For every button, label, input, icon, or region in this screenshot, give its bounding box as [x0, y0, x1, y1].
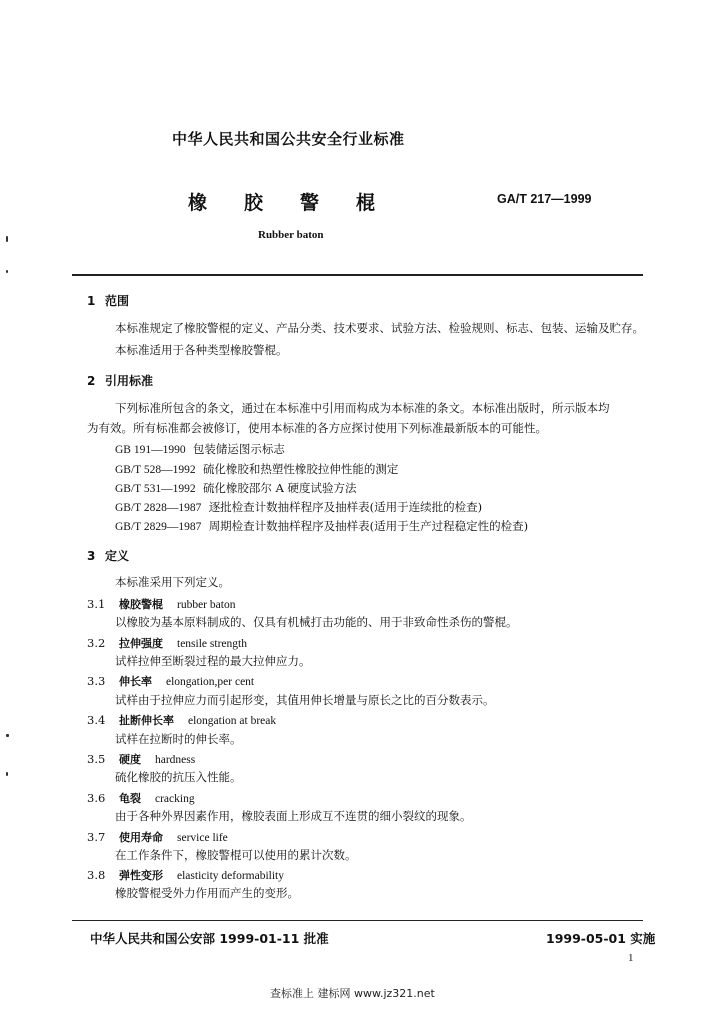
definition-term: [87, 867, 284, 883]
term-chinese: 橡胶警棍: [119, 598, 163, 611]
section-title: 范围: [105, 294, 130, 308]
reference-item: [115, 499, 482, 515]
scan-speck: [6, 270, 8, 273]
site-watermark: 查标准上 建标网 www.jz321.net: [270, 987, 435, 1000]
section-number: 1: [87, 294, 96, 308]
definition-text: 由于各种外界因素作用，橡胶表面上形成互不连贯的细小裂纹的现象。: [115, 809, 472, 823]
term-english: elongation at break: [188, 715, 277, 727]
clause-number: 3.5: [87, 752, 106, 766]
term-chinese: 龟裂: [119, 792, 141, 805]
footer-divider: [72, 920, 643, 921]
paragraph: 下列标准所包含的条文，通过在本标准中引用而构成为本标准的条文。本标准出版时，所示版本均: [115, 401, 610, 415]
term-english: elasticity deformability: [177, 870, 284, 882]
clause-number: 3.2: [87, 636, 106, 650]
definition-text: 在工作条件下，橡胶警棍可以使用的累计次数。: [115, 848, 357, 862]
definition-term: [87, 635, 247, 651]
definition-text: 试样拉伸至断裂过程的最大拉伸应力。: [115, 654, 311, 668]
definition-term: [87, 829, 228, 845]
reference-code: GB/T 531—1992: [115, 483, 196, 495]
section-title: 定义: [105, 549, 130, 563]
reference-code: GB/T 2829—1987: [115, 521, 202, 533]
reference-name: 硫化橡胶和热塑性橡胶拉伸性能的测定: [202, 462, 399, 476]
scan-speck: [6, 734, 9, 737]
document-title-english: Rubber baton: [258, 229, 324, 241]
reference-code: GB/T 528—1992: [115, 464, 196, 476]
term-english: rubber baton: [177, 599, 236, 611]
issuing-organization: 中华人民共和国公共安全行业标准: [172, 130, 405, 148]
clause-number: 3.6: [87, 791, 106, 805]
reference-name: 周期检查计数抽样程序及抽样表(适用于生产过程稳定性的检查): [208, 519, 529, 533]
paragraph: 本标准适用于各种类型橡胶警棍。: [115, 343, 288, 357]
definition-term: [87, 712, 276, 728]
reference-item: [115, 480, 357, 496]
definition-term: [87, 673, 254, 689]
paragraph: 本标准规定了橡胶警棍的定义、产品分类、技术要求、试验方法、检验规则、标志、包装、运输及贮存。: [115, 321, 644, 335]
section-heading-scope: [87, 292, 129, 309]
section-heading-definitions: [87, 547, 129, 564]
reference-code: GB 191—1990: [115, 444, 186, 456]
paragraph: 本标准采用下列定义。: [115, 575, 230, 589]
definition-text: 以橡胶为基本原料制成的、仅具有机械打击功能的、用于非致命性杀伤的警棍。: [115, 615, 518, 629]
term-english: cracking: [155, 793, 195, 805]
section-number: 2: [87, 374, 96, 388]
clause-number: 3.4: [87, 713, 106, 727]
term-chinese: 扯断伸长率: [119, 714, 174, 727]
clause-number: 3.1: [87, 597, 106, 611]
standard-code: GA/T 217—1999: [497, 192, 592, 206]
definition-term: [87, 751, 195, 767]
section-number: 3: [87, 549, 96, 563]
term-chinese: 硬度: [119, 753, 141, 766]
definition-text: 试样在拉断时的伸长率。: [115, 732, 242, 746]
header-divider: [72, 274, 643, 276]
reference-item: [115, 518, 528, 534]
definition-term: [87, 790, 195, 806]
reference-name: 硫化橡胶邵尔 A 硬度试验方法: [202, 481, 357, 495]
definition-text: 硫化橡胶的抗压入性能。: [115, 770, 242, 784]
term-chinese: 使用寿命: [119, 831, 163, 844]
section-title: 引用标准: [105, 374, 154, 388]
reference-code: GB/T 2828—1987: [115, 502, 202, 514]
term-english: service life: [177, 832, 228, 844]
definition-text: 橡胶警棍受外力作用而产生的变形。: [115, 886, 299, 900]
term-english: tensile strength: [177, 638, 247, 650]
definition-text: 试样由于拉伸应力而引起形变，其值用伸长增量与原长之比的百分数表示。: [115, 693, 495, 707]
implementation-date: 1999-05-01 实施: [546, 931, 656, 946]
scan-speck: [6, 236, 8, 242]
clause-number: 3.3: [87, 674, 106, 688]
term-chinese: 弹性变形: [119, 869, 163, 882]
term-chinese: 伸长率: [119, 675, 152, 688]
term-chinese: 拉伸强度: [119, 637, 163, 650]
page-number: 1: [628, 952, 634, 964]
clause-number: 3.7: [87, 830, 106, 844]
clause-number: 3.8: [87, 868, 106, 882]
document-title: 橡胶警棍: [188, 192, 413, 214]
term-english: elongation,per cent: [166, 676, 255, 688]
definition-term: [87, 596, 235, 612]
section-heading-references: [87, 372, 153, 389]
reference-item: [115, 461, 398, 477]
term-english: hardness: [155, 754, 196, 766]
reference-item: [115, 441, 285, 457]
scan-speck: [6, 772, 8, 776]
reference-name: 逐批检查计数抽样程序及抽样表(适用于连续批的检查): [208, 500, 483, 514]
reference-name: 包装储运图示标志: [192, 442, 285, 456]
paragraph: 为有效。所有标准都会被修订，使用本标准的各方应探讨使用下列标准最新版本的可能性。: [87, 421, 547, 435]
approval-date: 中华人民共和国公安部 1999-01-11 批准: [90, 931, 329, 946]
